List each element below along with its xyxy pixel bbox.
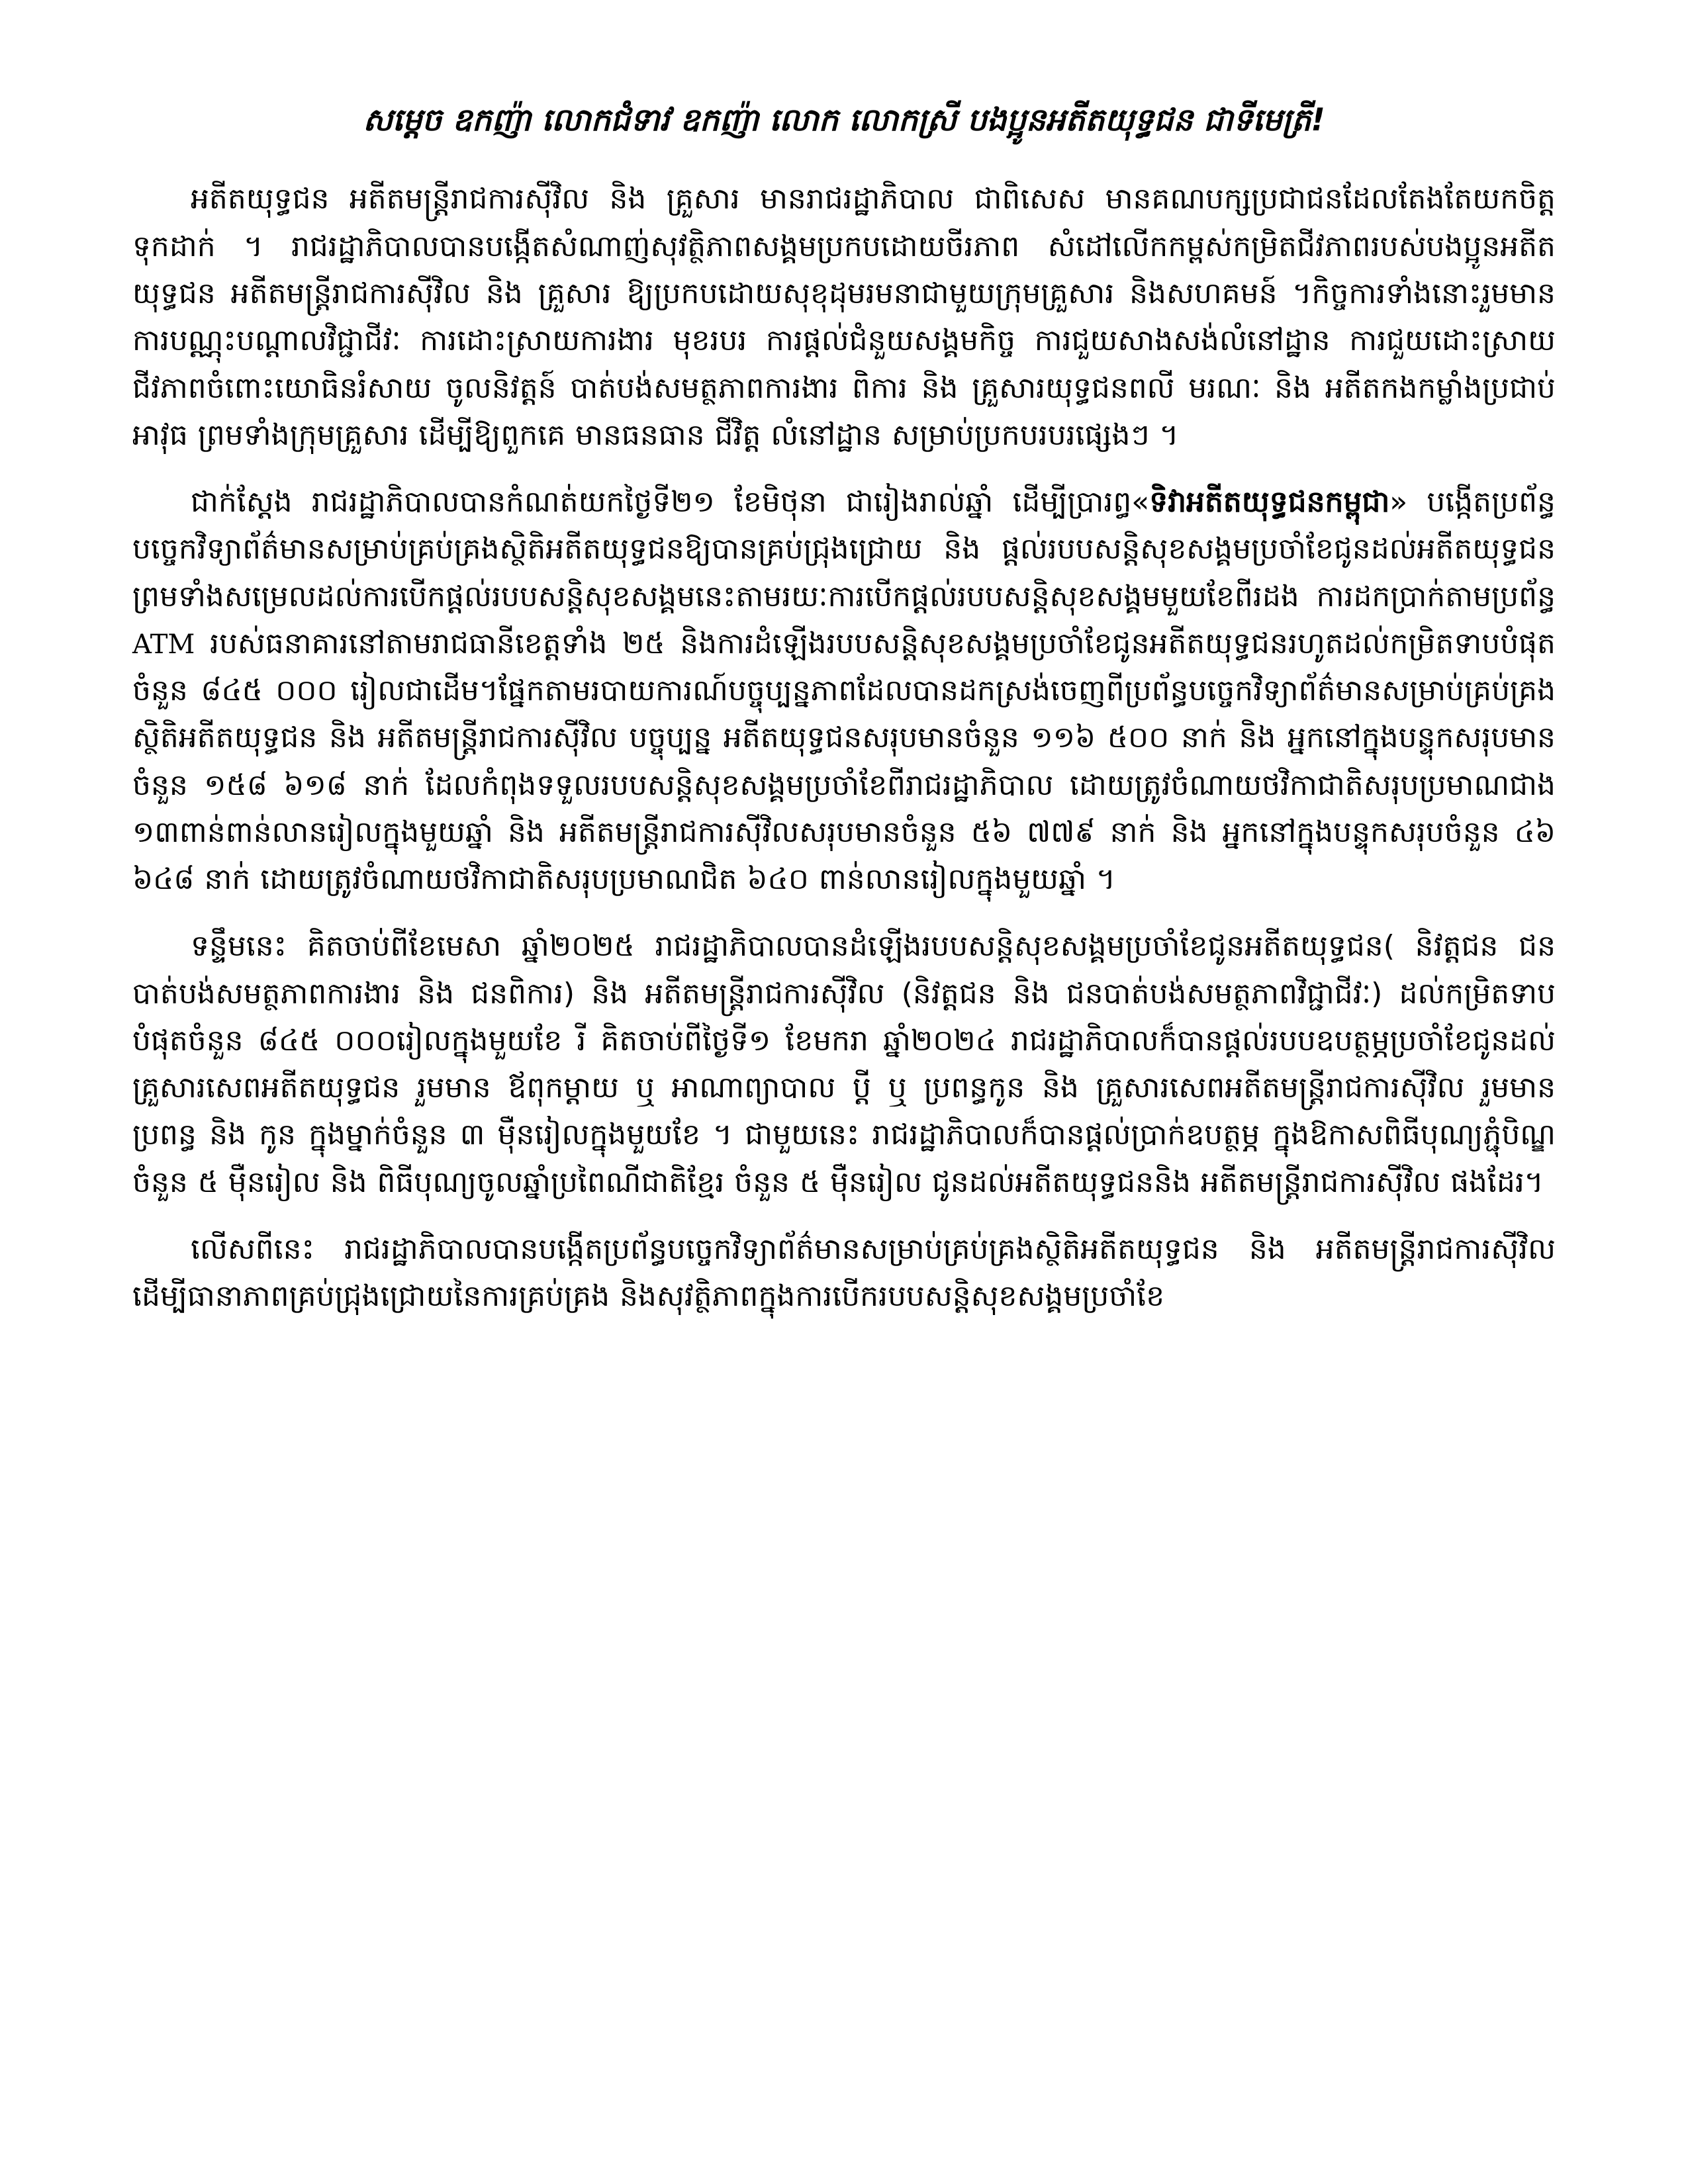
paragraph-4-run-1: លើសពីនេះ រាជរដ្ឋាភិបាលបានបង្កើតប្រព័ន្ធបច្ចេកវិទ្យាព័ត៌មានសម្រាប់គ្រប់គ្រងស្ថិតិអតីតយុទ្ធជន និង អតីតមន្ត្រីរាជការស៊ីវិល ដើម្បីធានាភាពគ្រប់ជ្រុងជ្រោយនៃការគ្រប់គ្រង និងសុវត្ថិភាពក្នុងការបើករបបសន្តិសុខសង្គមប្រចាំខែ <box>132 1232 1556 1314</box>
paragraph-2-emphasis-veterans-day: ទិវាអតីតយុទ្ធជនកម្ពុជា <box>1149 485 1390 520</box>
document-title: សម្តេច ឧកញ៉ា លោកជំទាវ ឧកញ៉ា លោក លោកស្រី បងប្អូនអតីតយុទ្ធជន ជាទីមេត្រី! <box>363 102 1325 138</box>
paragraph-2-run-5: របស់ធនាគារនៅតាមរាជធានីខេត្តទាំង ២៥ និងការដំឡើងរបបសន្តិសុខសង្គមប្រចាំខែជូនអតីតយុទ្ធជនរហូតដល់កម្រិតទាបបំផុតចំនួន ៨៤៥ ០០០ រៀលជាដើម។ផ្នែកតាមរបាយការណ៍បច្ចុប្បន្នភាពដែលបានដកស្រង់ចេញពីប្រព័ន្ធបច្ចេកវិទ្យាព័ត៌មានសម្រាប់គ្រប់គ្រងស្ថិតិអតីតយុទ្ធជន និង អតីតមន្ត្រីរាជការស៊ីវិល បច្ចុប្បន្ន អតីតយុទ្ធជនសរុបមានចំនួន ១១៦ ៥០០ នាក់ និង អ្នកនៅក្នុងបន្ទុកសរុបមានចំនួន ១៥៨ ៦១៨ នាក់ ដែលកំពុងទទួលរបបសន្តិសុខសង្គមប្រចាំខែពីរាជរដ្ឋាភិបាល ដោយត្រូវចំណាយថវិកាជាតិសរុបប្រមាណជាង ១៣ពាន់ពាន់លានរៀលក្នុងមួយឆ្នាំ និង អតីតមន្ត្រីរាជការស៊ីវិលសរុបមានចំនួន ៥៦ ៧៧៩ នាក់ និង អ្នកនៅក្នុងបន្ទុកសរុបចំនួន ៤៦ ៦៤៨ នាក់ ដោយត្រូវចំណាយថវិកាជាតិសរុបប្រមាណជិត ៦៤០ ពាន់លានរៀលក្នុងមួយឆ្នាំ ។ <box>132 626 1556 897</box>
paragraph-1-run-1: អតីតយុទ្ធជន អតីតមន្ត្រីរាជការស៊ីវិល និង គ្រួសារ មានរាជរដ្ឋាភិបាល ជាពិសេស មានគណបក្សប្រជាជនដែលតែងតែយកចិត្តទុកដាក់ ។ រាជរដ្ឋាភិបាលបានបង្កើតសំណាញ់សុវត្ថិភាពសង្គមប្រកបដោយចីរភាព សំដៅលើកកម្ពស់កម្រិតជីវភាពរបស់បងប្អូនអតីតយុទ្ធជន អតីតមន្ត្រីរាជការស៊ីវិល និង គ្រួសារ ឱ្យប្រកបដោយសុខុដុមរមនាជាមួយក្រុមគ្រួសារ និងសហគមន៍ ។កិច្ចការទាំងនោះរួមមាន ការបណ្ណុះបណ្តាលវិជ្ជាជីវៈ ការដោះស្រាយការងារ មុខរបរ ការផ្តល់ជំនួយសង្គមកិច្ច ការជួយសាងសង់លំនៅដ្ឋាន ការជួយដោះស្រាយជីវភាពចំពោះយោធិនរំសាយ ចូលនិវត្តន៍ បាត់បង់សមត្ថភាពការងារ ពិការ និង គ្រួសារយុទ្ធជនពលី មរណៈ និង អតីតកងកម្លាំងប្រជាប់អាវុធ ព្រមទាំងក្រុមគ្រួសារ ដើម្បីឱ្យពួកគេ មានធនធាន ជីវិត្ត លំនៅដ្ឋាន សម្រាប់ប្រកបរបរផ្សេងៗ ។ <box>132 182 1556 452</box>
paragraph-2-run-3: » បង្កើតប្រព័ន្ធបច្ចេកវិទ្យាព័ត៌មានសម្រាប់គ្រប់គ្រងស្ថិតិអតីតយុទ្ធជនឱ្យបានគ្រប់ជ្រុងជ្រោយ និង ផ្តល់របបសន្តិសុខសង្គមប្រចាំខែជូនដល់អតីតយុទ្ធជន ព្រមទាំងសម្រេលដល់ការបើកផ្តល់របបសន្តិសុខសង្គមនេះតាមរយៈការបើកផ្តល់របបសន្តិសុខសង្គមមួយខែពីរដង ការដកប្រាក់តាមប្រព័ន្ធ <box>132 485 1556 614</box>
paragraph-3 <box>132 923 1556 1206</box>
paragraph-2-atm-term: ATM <box>132 629 195 660</box>
paragraph-2-run-1: ជាក់ស្តែង រាជរដ្ឋាភិបាលបានកំណត់យកថ្ងៃទី២១ ខែមិថុនា ជារៀងរាល់ឆ្នាំ ដើម្បីប្រារព្ធ« <box>191 485 1150 520</box>
paragraph-1 <box>132 175 1556 459</box>
paragraph-4 <box>132 1226 1556 1320</box>
paragraph-2 <box>132 478 1556 903</box>
paragraph-3-run-1: ទន្ទឹមនេះ គិតចាប់ពីខែមេសា ឆ្នាំ២០២៥ រាជរដ្ឋាភិបាលបានដំឡើងរបបសន្តិសុខសង្គមប្រចាំខែជូនអតីតយុទ្ធជន( និវត្តជន ជនបាត់បង់សមត្ថភាពការងារ និង ជនពិការ) និង អតីតមន្ត្រីរាជការស៊ីវិល (និវត្តជន និង ជនបាត់បង់សមត្ថភាពវិជ្ជាជីវៈ) ដល់កម្រិតទាបបំផុតចំនួន ៨៤៥ ០០០រៀលក្នុងមួយខែ រី គិតចាប់ពីថ្ងៃទី១ ខែមករា ឆ្នាំ២០២៤ រាជរដ្ឋាភិបាលក៏បានផ្តល់របបឧបត្ថម្ភប្រចាំខែជូនដល់គ្រួសារសេពអតីតយុទ្ធជន រួមមាន ឪពុកម្តាយ ឬ អាណាព្យាបាល ប្តី ឬ ប្រពន្ធកូន និង គ្រួសារសេពអតីតមន្ត្រីរាជការស៊ីវិល រួមមាន ប្រពន្ធ និង កូន ក្នុងម្នាក់ចំនួន ៣ ម៉ឺនរៀលក្នុងមួយខែ ។ ជាមួយនេះ រាជរដ្ឋាភិបាលក៏បានផ្តល់ប្រាក់ឧបត្ថម្ភ ក្នុងឱកាសពិធីបុណ្យភ្ជុំបិណ្ឌចំនួន ៥ ម៉ឺនរៀល និង ពិធីបុណ្យចូលឆ្នាំប្រពៃណីជាតិខ្មែរ ចំនួន ៥ ម៉ឺនរៀល ជូនដល់អតីតយុទ្ធជននិង អតីតមន្ត្រីរាជការស៊ីវិល ផងដែរ។ <box>132 929 1556 1199</box>
